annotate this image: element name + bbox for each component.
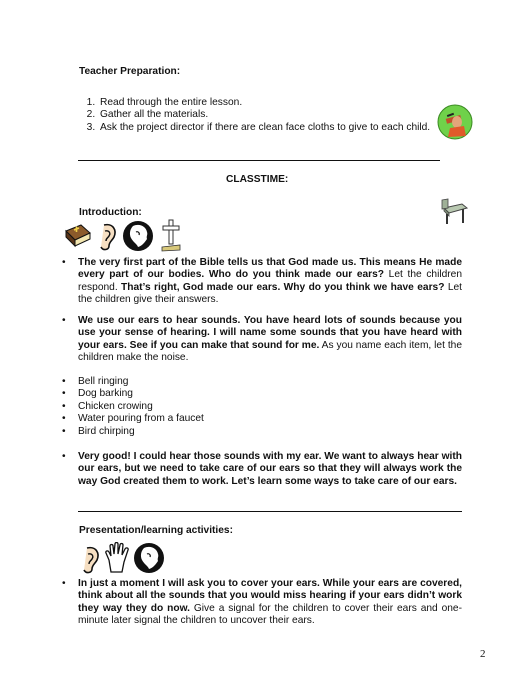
hand-icon: [104, 542, 130, 574]
classtime-heading: CLASSTIME:: [226, 174, 289, 185]
presentation-paragraph-1-bold: In just a moment I will ask you to cover your ears. While your ears are covered, think about all the sounds that you would miss hearing if your ears didn’t work they way they do now.: [78, 578, 462, 614]
intro-paragraph-3: [62, 451, 462, 488]
bullet: •: [62, 451, 66, 462]
face-profile-icon: [121, 220, 155, 252]
bible-icon: [63, 221, 93, 251]
bullet: •: [62, 388, 66, 400]
intro-paragraph-1-text: Let the children respond.: [78, 269, 463, 293]
intro-paragraph-2: [62, 315, 462, 365]
bullet: •: [62, 425, 66, 437]
bullet: •: [62, 315, 66, 326]
introduction-heading: Introduction:: [79, 207, 142, 218]
sound-item: Bird chirping: [78, 425, 135, 437]
teacher-icon: [436, 104, 474, 140]
sounds-list: [62, 376, 204, 438]
section-divider: [78, 511, 462, 512]
cross-icon: [160, 217, 182, 253]
list-item: [62, 426, 204, 438]
sound-item: Chicken crowing: [78, 400, 153, 412]
bullet: •: [62, 376, 66, 387]
list-item: [62, 388, 204, 400]
intro-paragraph-1-bold: The very first part of the Bible tells us that God made us. This means He made every part of our bodies. Who do you think made our ears?: [78, 257, 462, 281]
list-item: [62, 413, 204, 425]
sound-item: Water pouring from a faucet: [78, 413, 204, 425]
preparation-step: 2. Gather all the materials.: [98, 109, 443, 121]
sound-item: Dog barking: [78, 388, 133, 400]
presentation-heading: Presentation/learning activities:: [79, 525, 233, 536]
face-profile-icon: [132, 542, 166, 574]
intro-paragraph-1-bold-2: That’s right, God made our ears. Why do you think we have ears?: [121, 281, 445, 293]
presentation-paragraph-1-text: Give a signal for the children to cover their ears and one-minute later signal the children to uncover their ears.: [78, 602, 462, 627]
intro-paragraph-1: [62, 257, 463, 307]
ear-icon: [96, 222, 118, 252]
teacher-preparation-heading: Teacher Preparation:: [79, 66, 181, 77]
preparation-step: 1. Read through the entire lesson.: [98, 97, 443, 109]
intro-paragraph-3-bold: Very good! I could hear those sounds with my ear. We want to always hear with our ears, but we need to take care of our ears so that they will always work the way God created them to work. Let’s learn some ways to take care of our ears.: [78, 451, 462, 487]
intro-paragraph-1-text-2: Let the children give their answers.: [78, 281, 462, 306]
sound-item: Bell ringing: [78, 376, 129, 387]
list-item: [62, 376, 204, 388]
bullet: •: [62, 257, 66, 268]
presentation-paragraph-1: [62, 578, 462, 628]
intro-paragraph-2-text: As you name each item, let the children make the noise.: [78, 339, 462, 364]
section-divider: [78, 160, 440, 161]
preparation-step: 3. Ask the project director if there are clean face cloths to give to each child.: [98, 122, 443, 134]
intro-paragraph-2-bold: We use our ears to hear sounds. You have heard lots of sounds because you use your sense of hearing. I will name some sounds that you have heard with your ears. See if you can make that sound for me.: [78, 315, 462, 351]
bullet: •: [62, 413, 66, 425]
page-number: 2: [480, 648, 486, 660]
ear-icon: [79, 545, 101, 575]
bullet: •: [62, 400, 66, 412]
bullet: •: [62, 578, 66, 589]
school-desk-icon: [440, 198, 470, 226]
list-item: [62, 401, 204, 413]
preparation-steps: [79, 97, 443, 134]
